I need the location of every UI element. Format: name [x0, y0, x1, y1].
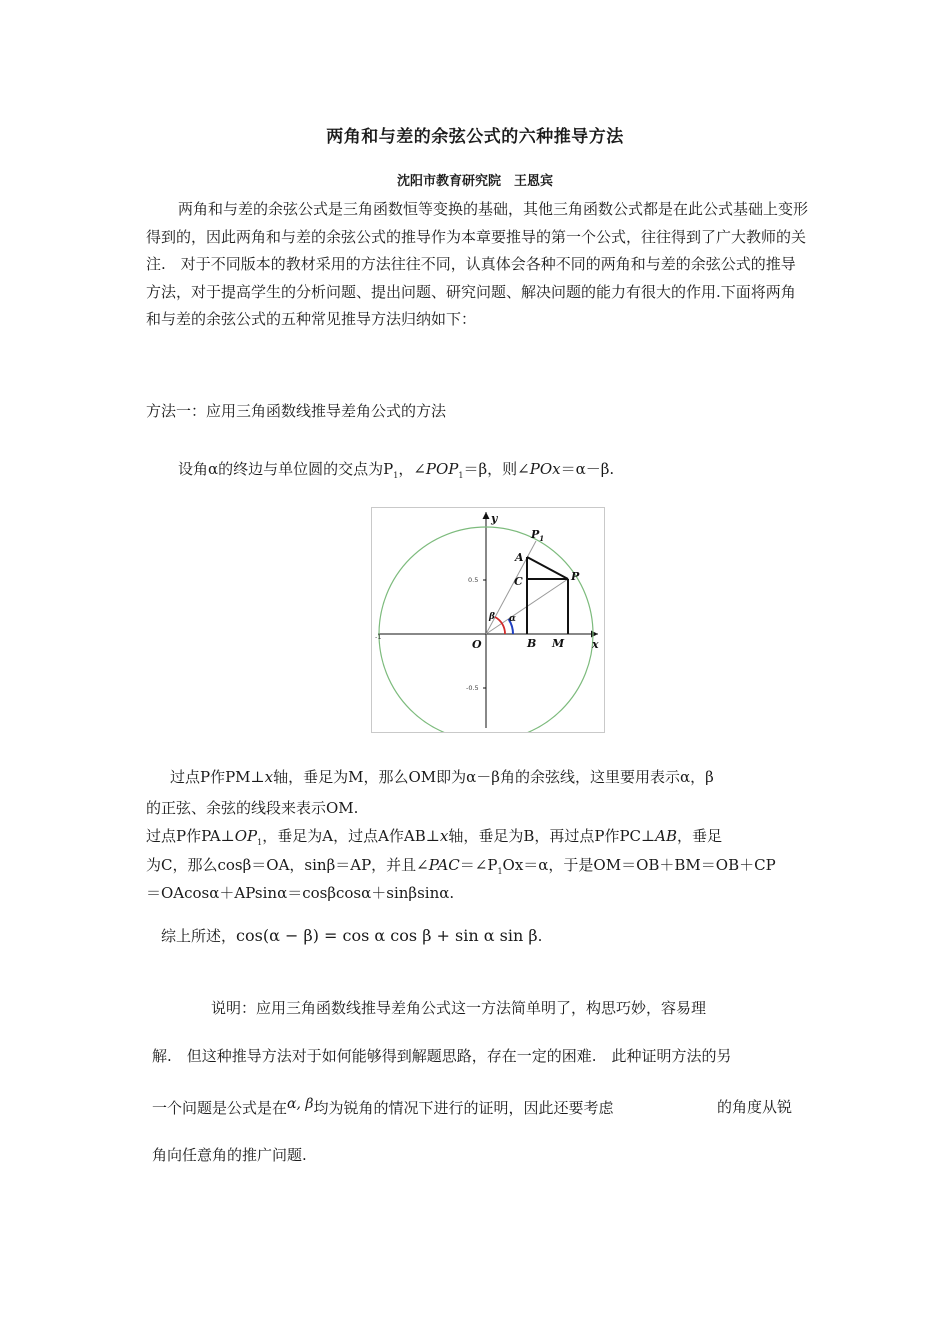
- label-p: P: [571, 570, 580, 583]
- setup-line: [178, 458, 614, 480]
- note-line-3-tail: 的角度从锐: [717, 1098, 793, 1116]
- proof-line-2: 的正弦、余弦的线段来表示OM.: [146, 799, 359, 817]
- setup-sub-2: 1: [458, 471, 464, 480]
- note-line-4: 角向任意角的推广问题.: [152, 1146, 307, 1164]
- label-origin: O: [472, 638, 482, 651]
- proof-line-5: ＝OAcosα＋APsinα＝cosβcosα＋sinβsinα.: [146, 884, 455, 902]
- label-alpha: α: [509, 614, 516, 624]
- label-m: M: [552, 637, 565, 650]
- summary-line: [161, 925, 542, 946]
- setup-text-2: ，∠: [398, 460, 426, 478]
- unit-circle-figure: [371, 507, 605, 733]
- tick-label-x-neg: -1: [375, 633, 382, 641]
- beta-arc: [495, 617, 505, 634]
- label-x-axis: x: [592, 638, 599, 651]
- proof-line-4-sub: 1: [497, 867, 503, 876]
- note-alpha-beta: α, β: [287, 1096, 314, 1112]
- proof-line-3-x: x: [439, 827, 449, 845]
- y-axis-arrow: [483, 512, 490, 519]
- proof-line-1: [170, 766, 714, 787]
- proof-line-3-op: OP: [234, 827, 258, 845]
- note-line-2: 解. 但这种推导方法对于如何能够得到解题思路，存在一定的困难. 此种证明方法的另: [152, 1047, 732, 1065]
- tick-label-y-neg: -0.5: [466, 684, 479, 692]
- x-axis-arrow: [591, 631, 598, 638]
- label-c: C: [514, 575, 523, 588]
- note-line-3-a: 一个问题是公式是在: [152, 1099, 288, 1117]
- setup-text-4: ＝α－β.: [560, 460, 615, 478]
- label-b: B: [527, 637, 537, 650]
- method-heading: 方法一：应用三角函数线推导差角公式的方法: [146, 402, 447, 420]
- unit-circle-diagram: [372, 508, 604, 732]
- doc-title: 两角和与差的余弦公式的六种推导方法: [326, 127, 624, 147]
- proof-line-3-sub: 1: [257, 838, 263, 847]
- intro-paragraph: 两角和与差的余弦公式是三角函数恒等变换的基础，其他三角函数公式都是在此公式基础上变形得到的，因此两角和与差的余弦公式的推导作为本章要推导的第一个公式，往往得到了广大教师的关注. 对于不同版本的教材采用的方法往往不同，认真体会各种不同的两角和与差的余弦公式的推导方法，对于提高学生的分析问题、提出问题、研究问题、解决问题的能力有很大的作用.下面将两角和与差的余弦公式的五种常见推导方法归纳如下：: [146, 200, 809, 328]
- setup-sub-1: 1: [393, 471, 399, 480]
- proof-line-1-a: 过点P作PM⊥: [170, 768, 265, 786]
- proof-line-1-b: 轴，垂足为M，那么OM即为α－β角的余弦线，这里要用表示α，β: [273, 768, 714, 786]
- proof-line-4: [146, 854, 776, 876]
- proof-line-3-a: 过点P作PA⊥: [146, 827, 235, 845]
- label-beta: β: [489, 612, 495, 622]
- setup-text-3: ＝β，则∠: [463, 460, 530, 478]
- summary-label: 综上所述，: [161, 927, 237, 945]
- summary-formula: cos(α − β) = cos α cos β + sin α sin β: [236, 926, 538, 945]
- setup-text-1: 设角α的终边与单位圆的交点为P: [178, 460, 394, 478]
- note-line-3-b: 均为锐角的情况下进行的证明，因此还要考虑: [313, 1099, 614, 1117]
- line-ap: [527, 557, 568, 579]
- setup-pox: POx: [529, 460, 561, 478]
- label-a: A: [515, 551, 524, 564]
- proof-line-1-x: x: [264, 768, 274, 786]
- label-p1-sub: 1: [539, 534, 545, 543]
- proof-line-3-d: ，垂足: [677, 827, 723, 845]
- note-line-1: 说明：应用三角函数线推导差角公式这一方法简单明了，构思巧妙，容易理: [211, 999, 707, 1017]
- proof-line-3-b: ，垂足为A，过点A作AB⊥: [262, 827, 440, 845]
- author-line: 沈阳市教育研究院 王恩宾: [396, 174, 553, 189]
- proof-line-4-c: Ox＝α，于是OM＝OB＋BM＝OB＋CP: [502, 856, 776, 874]
- proof-line-4-a: 为C，那么cosβ＝OA，sinβ＝AP，并且∠: [146, 856, 429, 874]
- label-y-axis: y: [491, 512, 498, 525]
- proof-line-3-c: 轴，垂足为B，再过点P作PC⊥: [448, 827, 656, 845]
- label-p1: [530, 528, 544, 543]
- note-line-3: [152, 1096, 613, 1118]
- label-p1-letter: P: [531, 528, 540, 541]
- tick-label-y-pos: 0.5: [468, 576, 479, 584]
- proof-line-4-b: ＝∠P: [459, 856, 498, 874]
- proof-line-3-ab: AB: [655, 827, 677, 845]
- proof-line-3: [146, 825, 722, 847]
- proof-line-4-pac: PAC: [428, 856, 460, 874]
- summary-end: .: [537, 927, 543, 945]
- setup-pop: POP: [425, 460, 459, 478]
